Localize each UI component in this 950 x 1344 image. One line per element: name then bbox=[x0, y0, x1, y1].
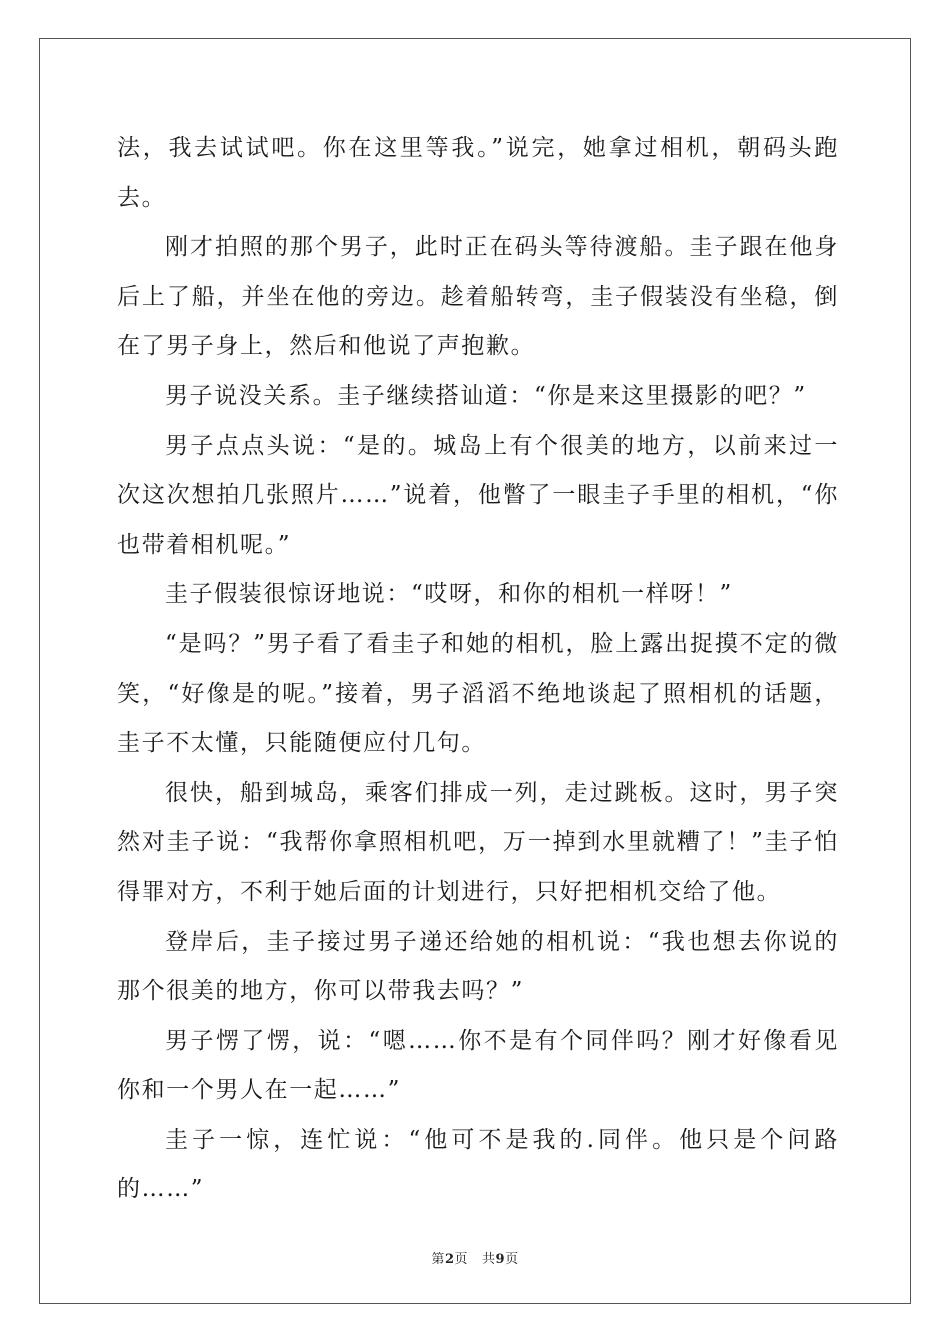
paragraph-3: 男子说没关系。圭子继续搭讪道：“你是来这里摄影的吧？” bbox=[165, 382, 807, 409]
footer-total-prefix: 共 bbox=[482, 1252, 496, 1267]
paragraph-7: 很快，船到城岛，乘客们排成一列，走过跳板。这时，男子突然对圭子说：“我帮你拿照相机吧，万一掉到水里就糟了！”圭子怕得罪对方，不利于她后面的计划进行，只好把相机交给了他。 bbox=[117, 779, 839, 905]
document-body bbox=[117, 124, 839, 1215]
paragraph-4: 男子点点头说：“是的。城岛上有个很美的地方，以前来过一次这次想拍几张照片……”说着，他瞥了一眼圭子手里的相机，“你也带着相机呢。” bbox=[117, 432, 839, 558]
footer-page-suffix: 页 bbox=[454, 1252, 468, 1267]
paragraph-1: 法，我去试试吧。你在这里等我。”说完，她拿过相机，朝码头跑去。 bbox=[117, 135, 839, 211]
paragraph-6: “是吗？”男子看了看圭子和她的相机，脸上露出捉摸不定的微笑，“好像是的呢。”接着，男子滔滔不绝地谈起了照相机的话题，圭子不太懂，只能随便应付几句。 bbox=[117, 630, 839, 757]
paragraph-10: 圭子一惊，连忙说：“他可不是我的.同伴。他只是个问路的……” bbox=[117, 1126, 839, 1203]
paragraph-2: 刚才拍照的那个男子，此时正在码头等待渡船。圭子跟在他身后上了船，并坐在他的旁边。趁着船转弯，圭子假装没有坐稳，倒在了男子身上，然后和他说了声抱歉。 bbox=[117, 234, 839, 360]
paragraph-9: 男子愣了愣，说：“嗯……你不是有个同伴吗？刚才好像看见你和一个男人在一起……” bbox=[117, 1027, 839, 1104]
footer-total-pages: 9 bbox=[495, 1252, 506, 1267]
footer-page-prefix: 第 bbox=[431, 1252, 445, 1267]
page-footer bbox=[0, 1248, 950, 1267]
paragraph-8: 登岸后，圭子接过男子递还给她的相机说：“我也想去你说的那个很美的地方，你可以带我去吗？” bbox=[117, 928, 839, 1005]
paragraph-5: 圭子假装很惊讶地说：“哎呀，和你的相机一样呀！” bbox=[165, 581, 733, 608]
footer-total-suffix: 页 bbox=[505, 1252, 519, 1267]
footer-page-number: 2 bbox=[444, 1252, 455, 1267]
